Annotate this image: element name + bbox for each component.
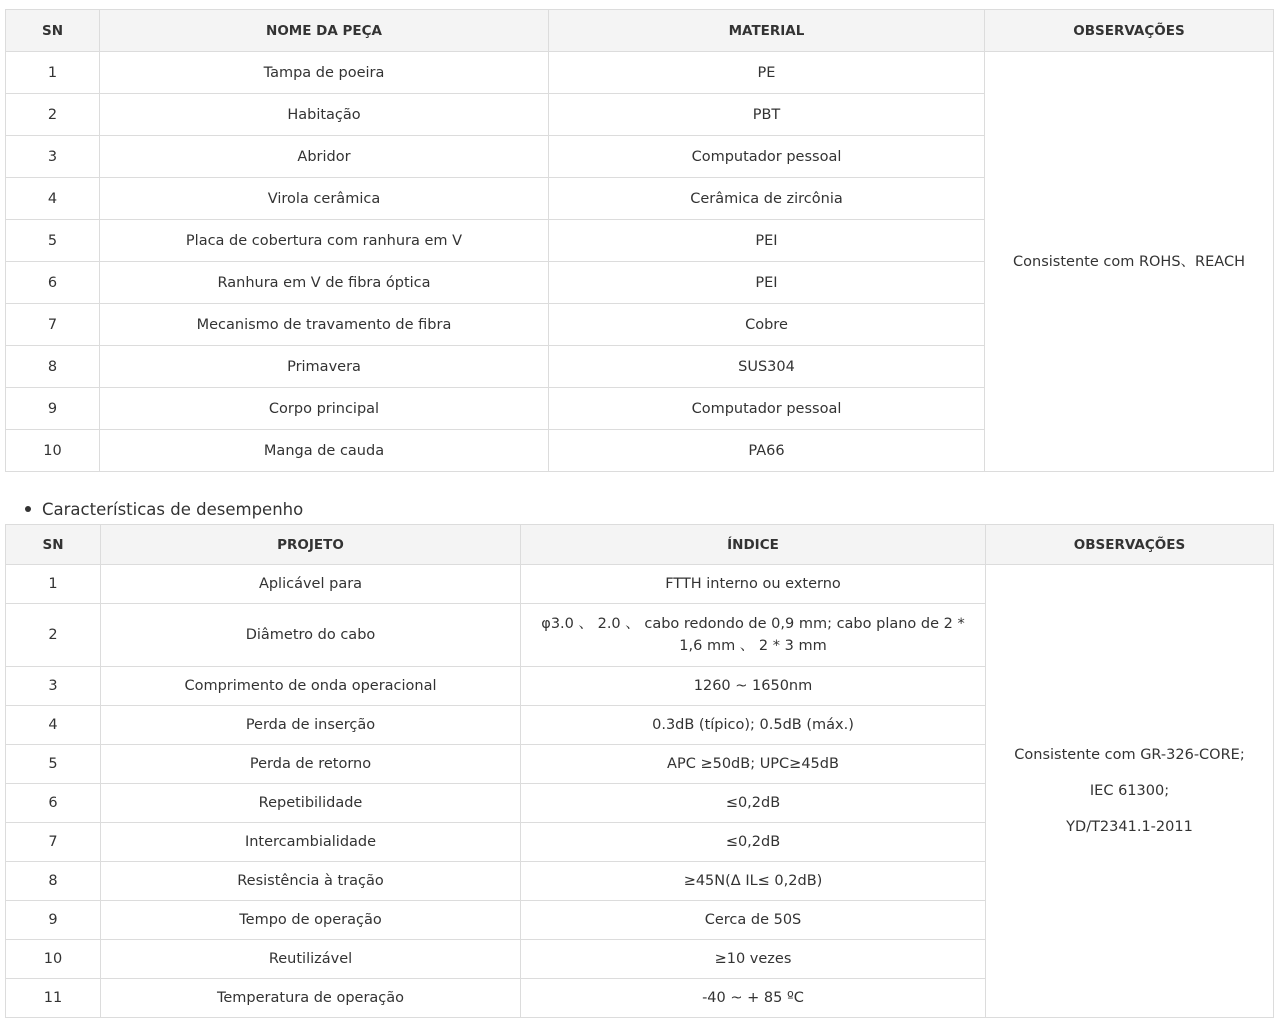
cell-part-name: Ranhura em V de fibra óptica (100, 262, 549, 304)
cell-material: Cobre (549, 304, 985, 346)
cell-part-name: Placa de cobertura com ranhura em V (100, 220, 549, 262)
cell-sn: 4 (6, 178, 100, 220)
performance-header-row (6, 525, 1274, 565)
header-observations: OBSERVAÇÕES (986, 525, 1274, 565)
header-sn: SN (6, 10, 100, 52)
cell-sn: 1 (6, 565, 101, 604)
table-row (6, 52, 1274, 94)
cell-part-name: Corpo principal (100, 388, 549, 430)
cell-sn: 1 (6, 52, 100, 94)
section-heading (25, 498, 303, 522)
header-project: PROJETO (101, 525, 521, 565)
cell-material: Computador pessoal (549, 388, 985, 430)
cell-sn: 5 (6, 745, 101, 784)
cell-project: Comprimento de onda operacional (101, 667, 521, 706)
cell-part-name: Manga de cauda (100, 430, 549, 472)
cell-index: Cerca de 50S (521, 901, 986, 940)
cell-material: PEI (549, 220, 985, 262)
cell-sn: 6 (6, 262, 100, 304)
cell-index: -40 ~ + 85 ºC (521, 979, 986, 1018)
header-index: ÍNDICE (521, 525, 986, 565)
cell-part-name: Primavera (100, 346, 549, 388)
cell-sn: 6 (6, 784, 101, 823)
cell-project: Resistência à tração (101, 862, 521, 901)
cell-part-name: Virola cerâmica (100, 178, 549, 220)
cell-sn: 2 (6, 604, 101, 667)
cell-sn: 5 (6, 220, 100, 262)
cell-index: 1260 ~ 1650nm (521, 667, 986, 706)
cell-material: PA66 (549, 430, 985, 472)
cell-index: ≥10 vezes (521, 940, 986, 979)
cell-sn: 8 (6, 346, 100, 388)
observation-line: IEC 61300; (1089, 783, 1170, 799)
header-part-name: NOME DA PEÇA (100, 10, 549, 52)
cell-material: PEI (549, 262, 985, 304)
cell-sn: 9 (6, 901, 101, 940)
cell-material: Computador pessoal (549, 136, 985, 178)
cell-material: PBT (549, 94, 985, 136)
cell-sn: 11 (6, 979, 101, 1018)
section-title: Características de desempenho (42, 500, 304, 519)
cell-index: FTTH interno ou externo (521, 565, 986, 604)
parts-header-row (6, 10, 1274, 52)
cell-sn: 3 (6, 667, 101, 706)
cell-sn: 8 (6, 862, 101, 901)
cell-index: ≤0,2dB (521, 823, 986, 862)
cell-material: PE (549, 52, 985, 94)
cell-project: Tempo de operação (101, 901, 521, 940)
cell-observation: Consistente com ROHS、REACH (985, 52, 1274, 472)
cell-project: Temperatura de operação (101, 979, 521, 1018)
cell-part-name: Abridor (100, 136, 549, 178)
cell-project: Perda de inserção (101, 706, 521, 745)
cell-index: ≤0,2dB (521, 784, 986, 823)
header-observations: OBSERVAÇÕES (985, 10, 1274, 52)
observation-line: YD/T2341.1-2011 (1066, 819, 1193, 835)
parts-table (5, 9, 1274, 472)
cell-sn: 4 (6, 706, 101, 745)
cell-sn: 2 (6, 94, 100, 136)
cell-sn: 3 (6, 136, 100, 178)
bullet-icon (25, 506, 31, 512)
cell-project: Reutilizável (101, 940, 521, 979)
cell-project: Diâmetro do cabo (101, 604, 521, 667)
cell-material: SUS304 (549, 346, 985, 388)
cell-sn: 9 (6, 388, 100, 430)
performance-table (5, 524, 1274, 1018)
cell-project: Repetibilidade (101, 784, 521, 823)
observation-line: Consistente com GR-326-CORE; (1014, 747, 1245, 763)
cell-material: Cerâmica de zircônia (549, 178, 985, 220)
header-material: MATERIAL (549, 10, 985, 52)
cell-index: φ3.0 、 2.0 、 cabo redondo de 0,9 mm; cabo plano de 2 * 1,6 mm 、 2 * 3 mm (521, 604, 986, 667)
cell-index: 0.3dB (típico); 0.5dB (máx.) (521, 706, 986, 745)
cell-observation (986, 565, 1274, 1018)
cell-project: Intercambialidade (101, 823, 521, 862)
cell-sn: 10 (6, 430, 100, 472)
cell-sn: 7 (6, 304, 100, 346)
cell-sn: 10 (6, 940, 101, 979)
table-row (6, 565, 1274, 604)
cell-part-name: Mecanismo de travamento de fibra (100, 304, 549, 346)
header-sn: SN (6, 525, 101, 565)
cell-part-name: Tampa de poeira (100, 52, 549, 94)
cell-index: ≥45N(Δ IL≤ 0,2dB) (521, 862, 986, 901)
cell-sn: 7 (6, 823, 101, 862)
cell-project: Aplicável para (101, 565, 521, 604)
cell-part-name: Habitação (100, 94, 549, 136)
cell-project: Perda de retorno (101, 745, 521, 784)
cell-index: APC ≥50dB; UPC≥45dB (521, 745, 986, 784)
